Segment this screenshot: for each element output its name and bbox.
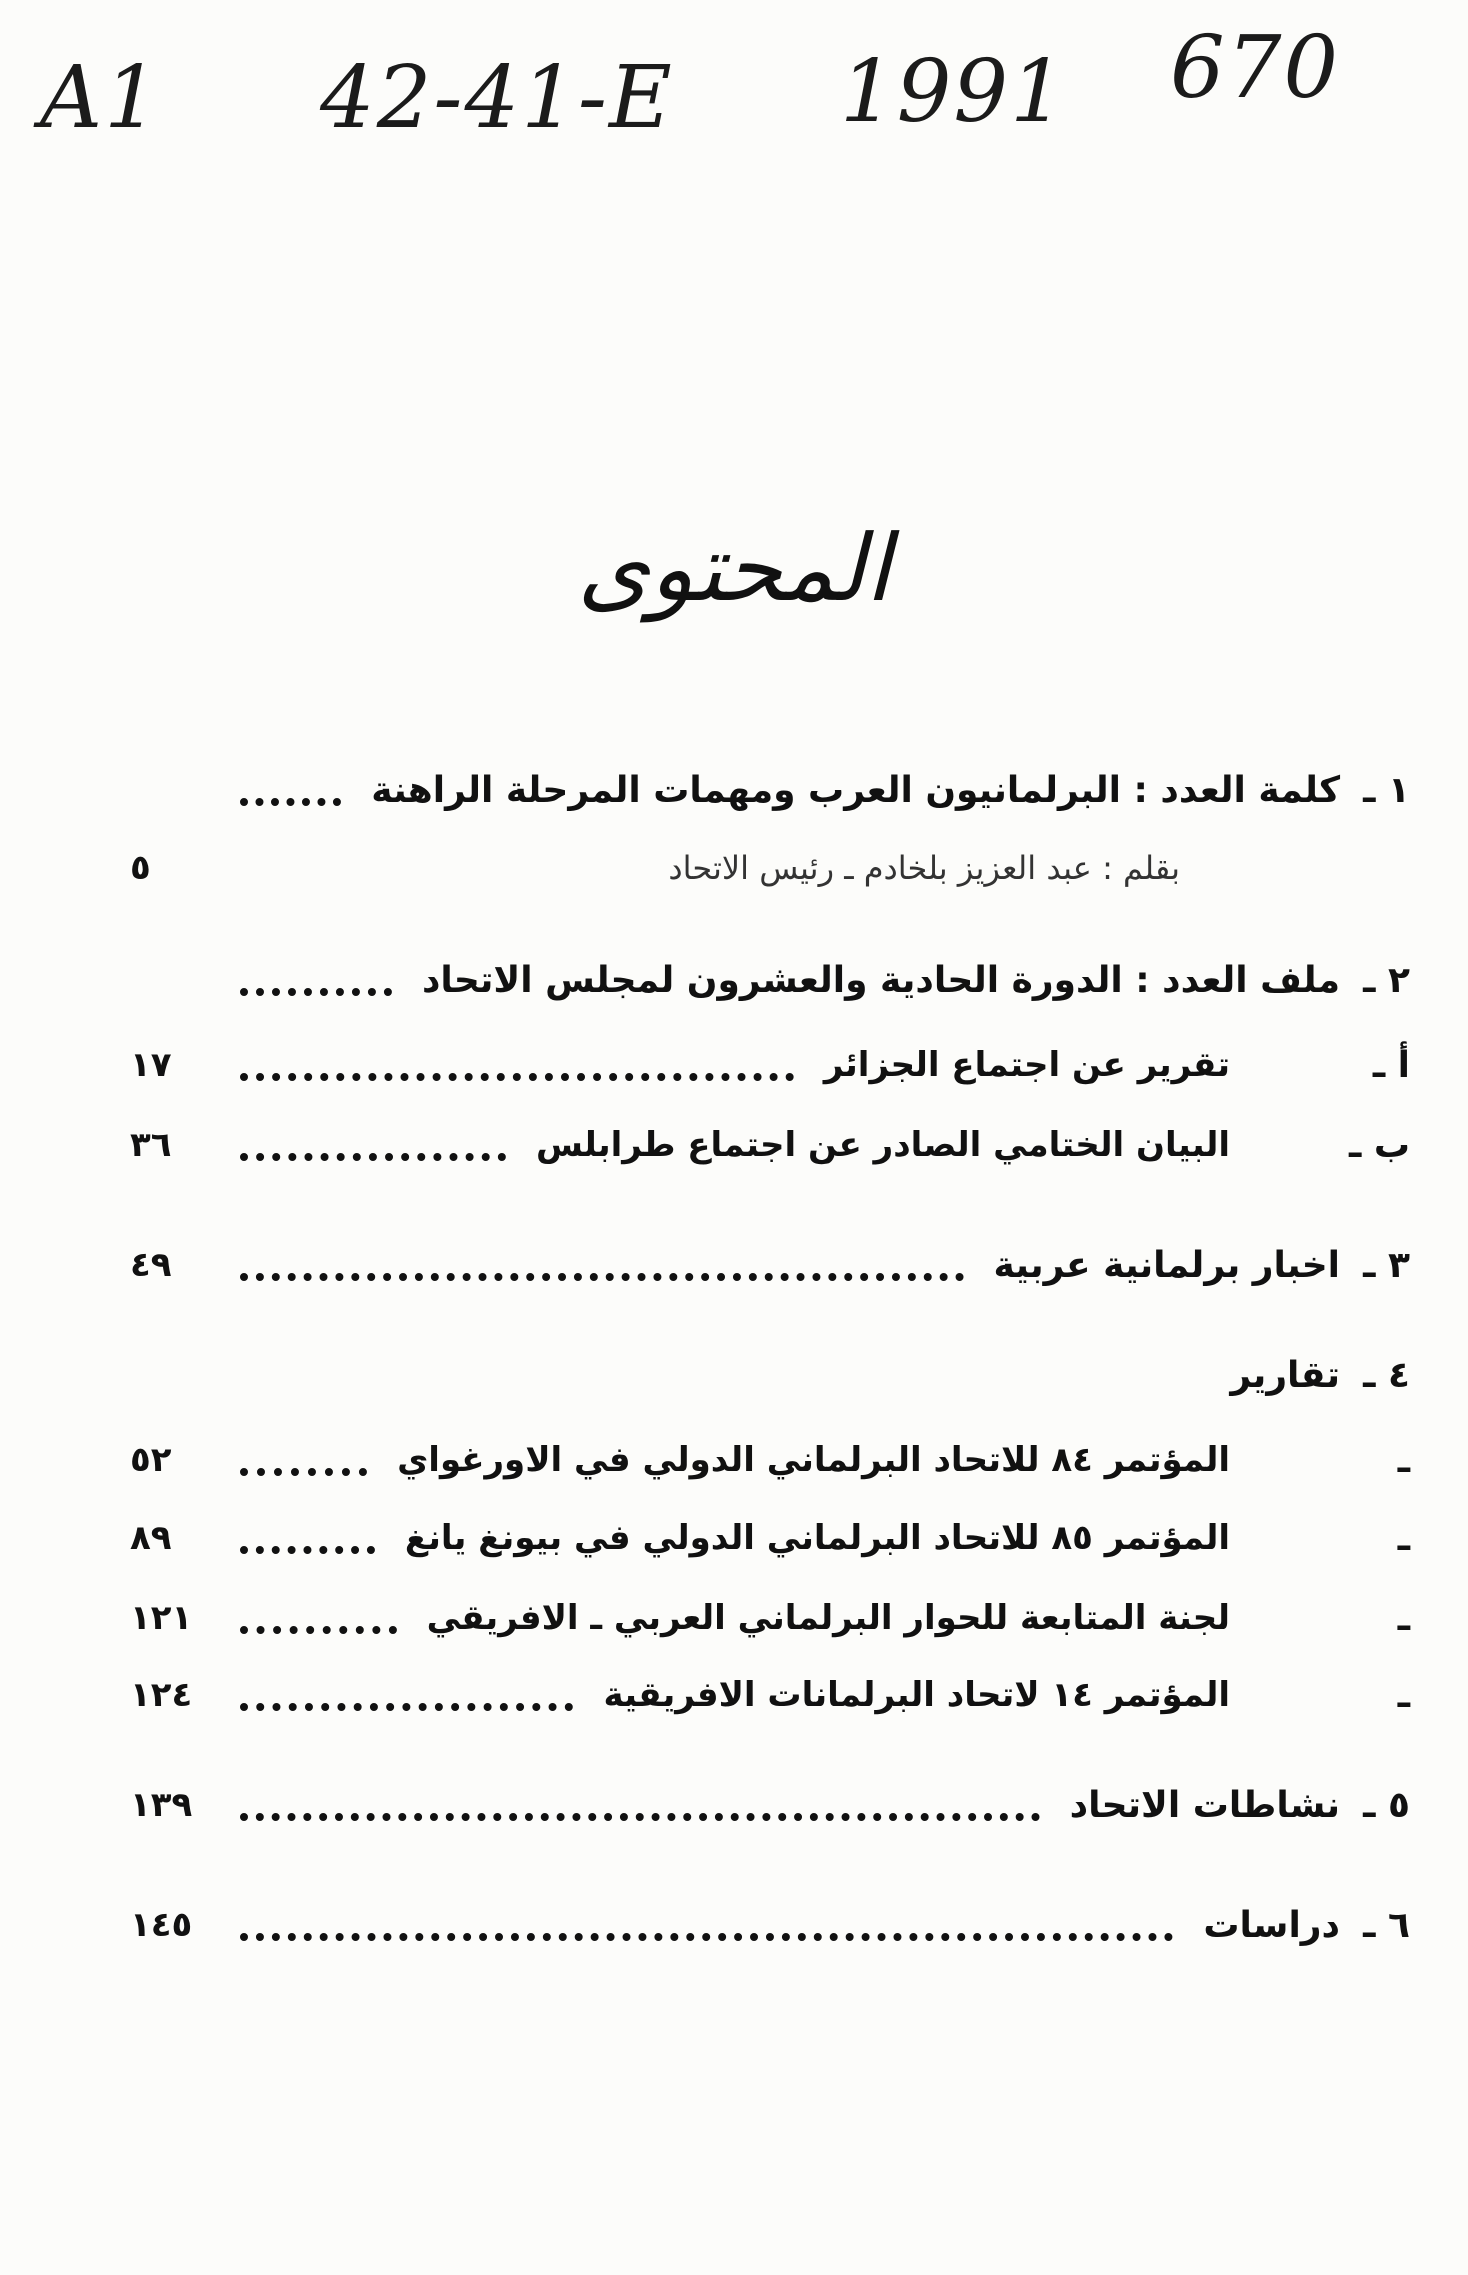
entry-label: المؤتمر ١٤ لاتحاد البرلمانات الافريقية: [603, 1675, 1230, 1715]
handwritten-code-2: 42-41-E: [320, 48, 674, 148]
entry-page: ١٤٥: [130, 1905, 193, 1945]
dot-leader: [240, 1933, 1173, 1941]
entry-number: ب ـ: [1348, 1124, 1410, 1166]
toc-subentry: [130, 1115, 1410, 1175]
dot-leader: [240, 988, 392, 996]
entry-number: ـ: [1397, 1517, 1410, 1559]
handwritten-number: 670: [1170, 18, 1341, 118]
toc-subentry: [130, 1430, 1410, 1490]
toc-subentry: [130, 1035, 1410, 1095]
entry-page: ٥: [130, 848, 151, 888]
entry-label: اخبار برلمانية عربية: [993, 1244, 1340, 1286]
entry-label: كلمة العدد : البرلمانيون العرب ومهمات المرحلة الراهنة: [371, 769, 1340, 811]
toc-subentry: [130, 1665, 1410, 1725]
entry-number: أ ـ: [1372, 1044, 1410, 1086]
entry-number: ٤ ـ: [1363, 1354, 1410, 1396]
dot-leader: [240, 1626, 397, 1634]
entry-label: لجنة المتابعة للحوار البرلماني العربي ـ الافريقي: [426, 1598, 1230, 1638]
entry-label: نشاطات الاتحاد: [1069, 1784, 1340, 1826]
entry-page: ٥٢: [130, 1440, 172, 1480]
toc-entry: [130, 950, 1410, 1010]
entry-number: ٣ ـ: [1363, 1244, 1410, 1286]
dot-leader: [240, 1273, 964, 1281]
toc-byline: [130, 838, 1410, 898]
dot-leader: [240, 798, 341, 806]
entry-number: ـ: [1397, 1674, 1410, 1716]
dot-leader: [240, 1813, 1040, 1821]
dot-leader: [240, 1468, 367, 1476]
entry-label: البيان الختامي الصادر عن اجتماع طرابلس: [535, 1125, 1230, 1165]
dot-leader: [240, 1546, 375, 1554]
entry-page: ١٢٤: [130, 1675, 193, 1715]
toc-entry: [130, 1345, 1410, 1405]
toc-entry: [130, 1895, 1410, 1955]
dot-leader: [240, 1153, 506, 1161]
entry-label: ملف العدد : الدورة الحادية والعشرون لمجلس الاتحاد: [421, 959, 1340, 1001]
entry-number: ٥ ـ: [1363, 1784, 1410, 1826]
entry-page: ٣٦: [130, 1125, 172, 1165]
entry-number: ـ: [1397, 1439, 1410, 1481]
toc-entry: [130, 760, 1410, 820]
entry-page: ٨٩: [130, 1518, 172, 1558]
entry-page: ١٧: [130, 1045, 172, 1085]
entry-page: ١٣٩: [130, 1785, 193, 1825]
entry-number: ٦ ـ: [1363, 1904, 1410, 1946]
entry-number: ١ ـ: [1363, 769, 1410, 811]
entry-label: بقلم : عبد العزيز بلخادم ـ رئيس الاتحاد: [668, 849, 1180, 887]
entry-label: المؤتمر ٨٥ للاتحاد البرلماني الدولي في بيونغ يانغ: [404, 1518, 1230, 1558]
toc-subentry: [130, 1508, 1410, 1568]
toc-entry: [130, 1775, 1410, 1835]
entry-page: ٤٩: [130, 1245, 172, 1285]
entry-label: تقارير: [1230, 1354, 1340, 1396]
dot-leader: [240, 1703, 573, 1711]
handwritten-year: 1991: [840, 42, 1067, 142]
entry-label: دراسات: [1203, 1904, 1340, 1946]
entry-number: ـ: [1397, 1597, 1410, 1639]
entry-page: ١٢١: [130, 1598, 193, 1638]
dot-leader: [240, 1073, 794, 1081]
entry-number: ٢ ـ: [1363, 959, 1410, 1001]
entry-label: المؤتمر ٨٤ للاتحاد البرلماني الدولي في الاورغواي: [397, 1440, 1230, 1480]
handwritten-code-1: A1: [40, 48, 161, 148]
page-title: المحتوى: [577, 515, 891, 622]
toc-entry: [130, 1235, 1410, 1295]
toc-subentry: [130, 1588, 1410, 1648]
entry-label: تقرير عن اجتماع الجزائر: [823, 1045, 1230, 1085]
